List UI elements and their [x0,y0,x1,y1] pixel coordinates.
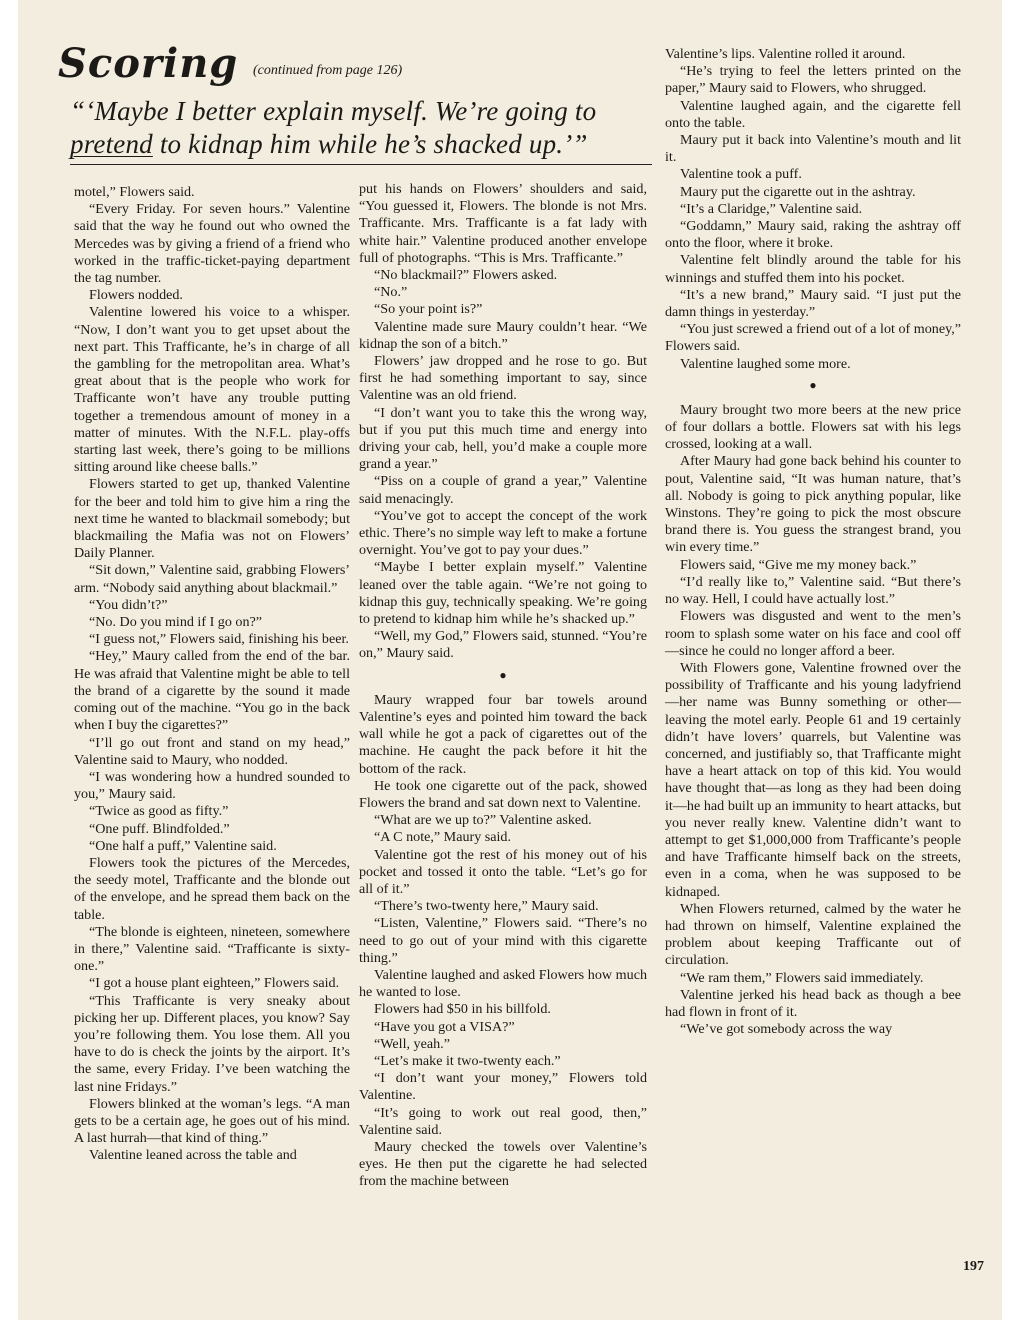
paragraph: Maury wrapped four bar towels around Valentine’s eyes and pointed him toward the back wall while he got a pack of cigarettes out of the machine. He caught the pack before it hit the bottom of the rack. [359,691,647,777]
paragraph: Valentine leaned across the table and [89,1147,297,1164]
paragraph: “Piss on a couple of grand a year,” Valentine said menacingly. [359,473,647,507]
paragraph: “No. Do you mind if I go on?” [89,614,263,631]
pull-quote [70,95,650,161]
paragraph: “Let’s make it two-twenty each.” [374,1052,561,1069]
section-logo: Scoring [58,40,239,87]
paragraph: “Listen, Valentine,” Flowers said. “There’s no need to go out of your mind with this cigarette thing.” [359,915,647,966]
paragraph: put his hands on Flowers’ shoulders and said, “You guessed it, Flowers. The blonde is not Mrs. Trafficante. Mrs. Trafficante is a fat lady with white hair.” Valentine produced another envelope full of photographs. “This is Mrs. Trafficante.” [359,181,647,266]
paragraph: Valentine felt blindly around the table for his winnings and stuffed them into his pocket. [665,252,961,286]
paragraph: Flowers took the pictures of the Mercedes, the seedy motel, Trafficante and the blonde out of the envelope, and he spread them back on the table. [74,854,350,923]
paragraph: “One half a puff,” Valentine said. [89,837,277,854]
section-break-dot: ● [499,667,507,682]
paragraph: “It’s going to work out real good, then,” Valentine said. [359,1104,647,1138]
paragraph: Flowers started to get up, thanked Valentine for the beer and told him to give him a ring the next time he wanted to blackmail somebody; but blackmailing the Mafia was not on Flowers’ Daily Planner. [74,476,350,562]
paragraph: Flowers nodded. [89,287,183,304]
paragraph: Valentine jerked his head back as though a bee had flown in front of it. [665,986,961,1020]
paragraph: Flowers blinked at the woman’s legs. “A man gets to be a certain age, he goes out of his mind. A last hurrah—that kind of thing.” [74,1095,350,1147]
paragraph: Flowers said, “Give me my money back.” [680,556,917,573]
paragraph: “You didn’t?” [89,596,168,613]
pull-quote-part1: “‘Maybe I better explain myself. We’re going to [70,96,597,126]
paragraph: Valentine laughed again, and the cigarette fell onto the table. [665,97,961,131]
paragraph: “It’s a Claridge,” Valentine said. [680,200,863,217]
paragraph: Valentine lowered his voice to a whisper. “Now, I don’t want you to get upset about the next part. This Trafficante, he’s in charge of all the gambling for the metropolitan area. What’s great about that is the people who work for Trafficante won’t have any trouble putting together a tremendous amount of money in a matter of minutes. With the N.F.L. play-offs starting last week, there’s going to be millions sitting around like cheese balls.” [74,304,350,476]
paragraph: Valentine laughed and asked Flowers how much he wanted to lose. [359,966,647,1001]
paragraph: “I don’t want you to take this the wrong way, but if you put this much time and energy into driving your cab, hell, you’d make a couple more grand a year.” [359,404,647,473]
paragraph: Maury checked the towels over Valentine’s eyes. He then put the cigarette he had selected from the machine between [359,1138,647,1190]
paragraph: “No.” [374,284,408,301]
paragraph: Flowers was disgusted and went to the men’s room to splash some water on his face and cool off—since he could no longer afford a beer. [665,608,961,659]
paragraph: “The blonde is eighteen, nineteen, somewhere in there,” Valentine said. “Trafficante is sixty-one.” [74,923,350,975]
paragraph: “This Trafficante is very sneaky about picking her up. Different places, you know? Say you’re following them. You lose them. All you have to do is check the joints by the airport. It’s the same, every Friday. I’ve been watching the last nine Fridays.” [74,992,350,1095]
paragraph: “A C note,” Maury said. [374,829,511,846]
paragraph: Valentine took a puff. [680,166,802,183]
column-2 [359,181,647,1191]
paragraph: “You’ve got to accept the concept of the work ethic. There’s no simple way left to make a fortune overnight. You’ve got to pay your dues.” [359,507,647,559]
page-number: 197 [963,1259,984,1274]
paragraph: motel,” Flowers said. [74,184,195,200]
paragraph: “I’d really like to,” Valentine said. “But there’s no way. Hell, I could have actually lost.” [665,573,961,608]
paragraph: Valentine’s lips. Valentine rolled it around. [665,46,906,62]
paragraph: “I guess not,” Flowers said, finishing his beer. [89,631,349,648]
paragraph: “You just screwed a friend out of a lot of money,” Flowers said. [665,321,961,355]
paragraph: Valentine laughed some more. [680,355,851,372]
paragraph: “Maybe I better explain myself.” Valentine leaned over the table again. “We’re not going to kidnap this guy, technically speaking. We’re going to pretend to kidnap him while he’s shacked up.” [359,559,647,628]
paragraph: “I don’t want your money,” Flowers told Valentine. [359,1070,647,1104]
paragraph: Valentine got the rest of his money out of his pocket and tossed it onto the table. “Let’s go for all of it.” [359,846,647,897]
paragraph: “I was wondering how a hundred sounded to you,” Maury said. [74,768,350,803]
paragraph: Maury put it back into Valentine’s mouth and lit it. [665,132,961,166]
paragraph: When Flowers returned, calmed by the water he had thrown on himself, Valentine explained the problem about keeping Trafficante out of circulation. [665,900,961,969]
pull-quote-part2: to kidnap him while he’s shacked up.’” [152,129,588,159]
paragraph: Valentine made sure Maury couldn’t hear. “We kidnap the son of a bitch.” [359,318,647,352]
paragraph: “Twice as good as fifty.” [89,803,229,820]
paragraph: “Sit down,” Valentine said, grabbing Flowers’ arm. “Nobody said anything about blackmail.” [74,562,350,596]
column-3 [665,46,961,1038]
section-break-dot: ● [809,377,817,392]
paragraph: He took one cigarette out of the pack, showed Flowers the brand and sat down next to Valentine. [359,777,647,811]
paragraph: “I got a house plant eighteen,” Flowers said. [89,975,340,992]
paragraph: Maury put the cigarette out in the ashtray. [680,183,916,200]
pull-quote-emphasis: pretend [70,129,153,159]
paragraph: “Well, yeah.” [374,1035,450,1052]
paragraph: “Goddamn,” Maury said, raking the ashtray off onto the floor, where it broke. [665,218,961,252]
paragraph: “He’s trying to feel the letters printed on the paper,” Maury said to Flowers, who shrugged. [665,63,961,97]
column-1 [74,184,350,1165]
paragraph: “Hey,” Maury called from the end of the bar. He was afraid that Valentine might be able to tell the brand of a cigarette by the sound it made coming out of the machine. “You go in the back when I buy the cigarettes?” [74,648,350,734]
header-rule [70,164,652,165]
paragraph: “One puff. Blindfolded.” [89,820,230,837]
magazine-page [18,0,1002,1320]
paragraph: “We’ve got somebody across the way [680,1021,893,1038]
paragraph: Flowers had $50 in his billfold. [374,1001,551,1018]
paragraph: Maury brought two more beers at the new price of four dollars a bottle. Flowers sat with his legs crossed, looking at a wall. [665,401,961,453]
paragraph: “No blackmail?” Flowers asked. [374,267,558,284]
paragraph: “I’ll go out front and stand on my head,” Valentine said to Maury, who nodded. [74,734,350,768]
paragraph: “It’s a new brand,” Maury said. “I just put the damn things in yesterday.” [665,286,961,321]
paragraph: “What are we up to?” Valentine asked. [374,812,592,829]
paragraph: “Have you got a VISA?” [374,1018,515,1035]
paragraph: Flowers’ jaw dropped and he rose to go. But first he had something important to say, since Valentine was an old friend. [359,353,647,404]
paragraph: “We ram them,” Flowers said immediately. [680,969,924,986]
paragraph: After Maury had gone back behind his counter to pout, Valentine said, “It was human nature, that’s all. Nobody is going to pick anything popular, like Winstons. They’re going to pick the most obscure brand there is. You guess the strangest brand, you win every time.” [665,453,961,556]
paragraph: “Well, my God,” Flowers said, stunned. “You’re on,” Maury said. [359,628,648,662]
paragraph: With Flowers gone, Valentine frowned over the possibility of Trafficante and his young ladyfriend—her name was Bunny something or other—leaving the motel early. People 61 and 19 certainly didn’t have lovers’ quarrels, but Valentine was concerned, and justifiably so, that Trafficante might have a heart attack on top of this kid. You would have thought that—as long as they had been doing it—he had built up an immunity to heart attacks, but you never really knew. Valentine didn’t want to attempt to get $1,000,000 from Trafficante’s people and have Trafficante himself back on the streets, even in a coma, when he was supposed to be kidnaped. [665,659,961,900]
paragraph: “Every Friday. For seven hours.” Valentine said that the way he found out who owned the Mercedes was by giving a friend of a friend who worked in the traffic-ticket-paying department the tag number. [74,201,350,287]
paragraph: “So your point is?” [374,301,483,318]
continued-note: (continued from page 126) [253,63,403,78]
paragraph: “There’s two-twenty here,” Maury said. [374,898,599,915]
